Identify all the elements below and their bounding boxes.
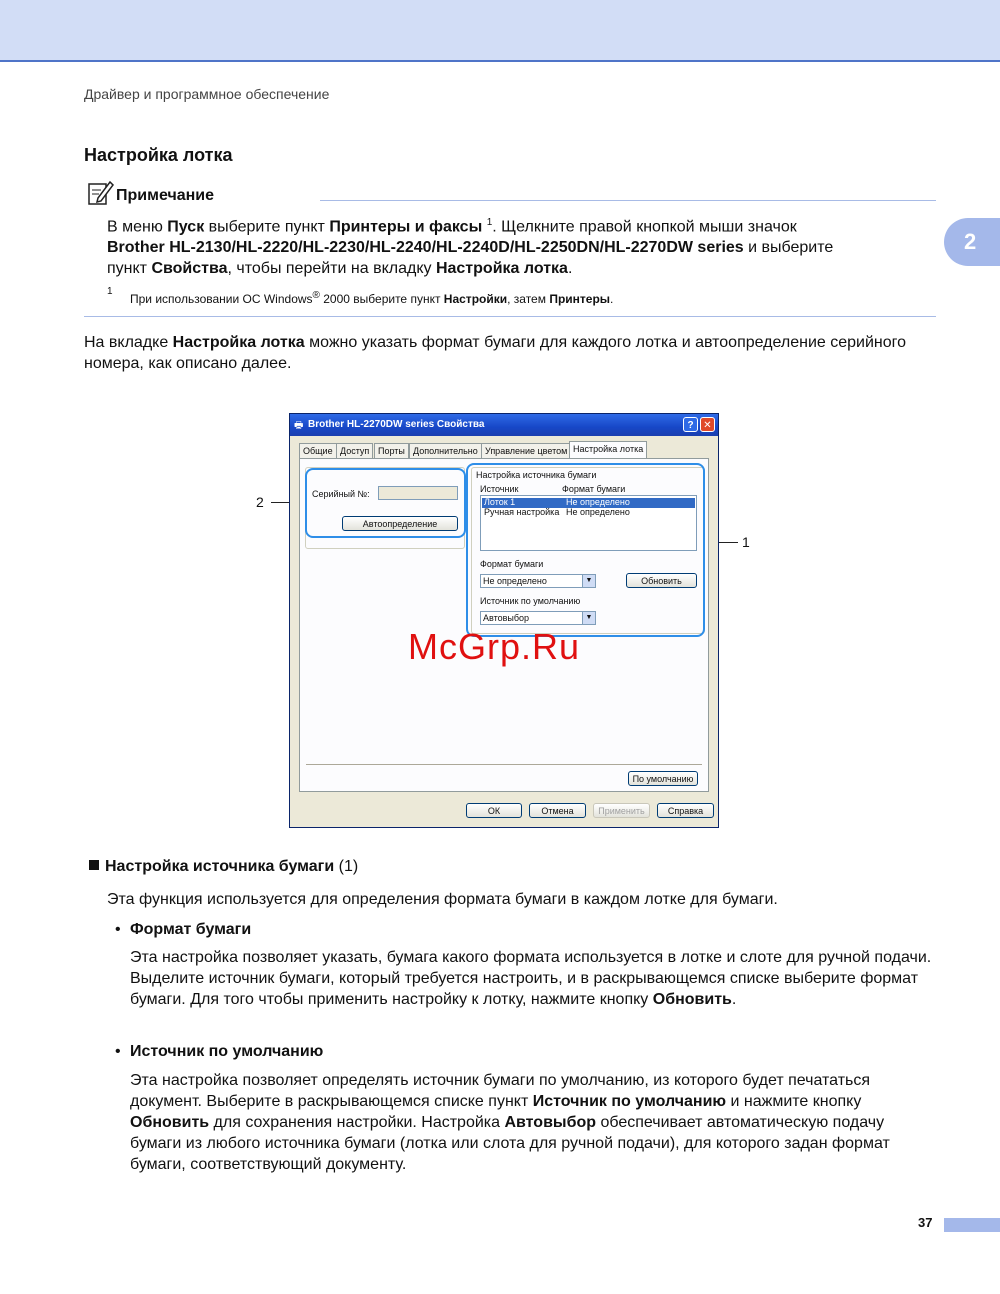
sub-heading-default-source: Источник по умолчанию — [130, 1043, 324, 1060]
help-button[interactable]: Справка — [657, 803, 714, 818]
update-button[interactable]: Обновить — [626, 573, 697, 588]
note-pencil-icon — [86, 180, 114, 206]
serial-label: Серийный №: — [312, 489, 370, 499]
watermark: McGrp.Ru — [408, 626, 581, 667]
tab-ports[interactable]: Порты — [374, 443, 409, 458]
highlight-paper-source-group — [466, 463, 705, 637]
bullet-dot: • — [115, 921, 121, 938]
dialog-title: Brother HL-2270DW series Свойства — [308, 419, 485, 430]
bullet-heading: Настройка источника бумаги (1) — [89, 858, 358, 876]
defaults-button[interactable]: По умолчанию — [628, 771, 698, 786]
note-body: В меню Пуск выберите пункт Принтеры и факсы $^1$. Щелкните правой кнопкой мыши значок Brother HL-2130/HL-2220/HL-2230/HL-2240/HL-2240D/HL-2250DN/HL-2270DW series и выберите пункт Свойства, чтобы перейти на вкладку Настройка лотка. — [107, 217, 834, 278]
section-title: Настройка лотка — [84, 145, 233, 165]
paper-size-value: Не определено — [483, 576, 547, 586]
header-band — [0, 0, 1000, 62]
highlight-serial-group — [305, 468, 466, 538]
auto-detect-button[interactable]: Автоопределение — [342, 516, 458, 531]
list-item-source[interactable]: Ручная настройка — [484, 507, 560, 517]
tab-general[interactable]: Общие — [299, 443, 337, 458]
paragraph-paper-size: Эта настройка позволяет указать, бумага какого формата используется в лотке и слоте для ручной подачи. Выделите источник бумаги, который требуется настроить, и в раскрывающемся списке выберите формат бумаги. Для того чтобы применить настройку к лотку, нажмите кнопку Обновить. — [130, 949, 932, 1008]
divider — [306, 764, 702, 765]
close-icon[interactable]: ✕ — [700, 417, 715, 432]
paper-source-group-title: Настройка источника бумаги — [476, 470, 597, 480]
paragraph: Эта функция используется для определения формата бумаги в каждом лотке для бумаги. — [107, 891, 778, 908]
tab-access[interactable]: Доступ — [336, 443, 373, 458]
printer-icon: 🖶 — [294, 420, 304, 431]
list-item-format: Не определено — [566, 507, 630, 517]
page-number: 37 — [918, 1215, 933, 1230]
note-heading: Примечание — [116, 187, 215, 204]
apply-button[interactable]: Применить — [593, 803, 650, 818]
callout-1: 1 — [742, 534, 750, 550]
ok-button[interactable]: ОК — [466, 803, 522, 818]
cancel-button[interactable]: Отмена — [529, 803, 586, 818]
default-source-label: Источник по умолчанию — [480, 596, 581, 606]
tab-tray-settings[interactable]: Настройка лотка — [569, 441, 647, 459]
dialog-titlebar[interactable] — [290, 414, 718, 436]
running-title: Драйвер и программное обеспечение — [84, 86, 330, 102]
column-source: Источник — [480, 484, 519, 494]
tab-color[interactable]: Управление цветом — [481, 443, 571, 458]
paragraph-default-source: Эта настройка позволяет определять источник бумаги по умолчанию, из которого будет печататься документ. Выберите в раскрывающемся списке пункт Источник по умолчанию и нажмите кнопку Обновить для сохранения настройки. Настройка Автовыбор обеспечивает автоматическую подачу бумаги из любого источника бумаги (лотка или слота для ручной подачи), для которого задан формат бумаги, соответствующий документу. — [130, 1072, 890, 1173]
note-bottom-rule — [84, 316, 936, 317]
paper-size-label: Формат бумаги — [480, 559, 544, 569]
note-rule — [320, 200, 936, 201]
default-source-value: Автовыбор — [483, 613, 530, 623]
sub-heading-paper-size: Формат бумаги — [130, 921, 252, 938]
list-item-format: Не определено — [566, 497, 630, 507]
tab-advanced[interactable]: Дополнительно — [409, 443, 482, 458]
bullet-dot: • — [115, 1043, 121, 1060]
chevron-down-icon[interactable]: ▼ — [582, 612, 595, 624]
column-format: Формат бумаги — [562, 484, 626, 494]
callout-2: 2 — [256, 494, 264, 510]
chapter-tab: 2 — [944, 218, 1000, 266]
note-header — [84, 180, 936, 206]
page-number-bar — [944, 1218, 1000, 1232]
intro-paragraph: На вкладке Настройка лотка можно указать формат бумаги для каждого лотка и автоопределение серийного номера, как описано далее. — [84, 334, 907, 372]
help-icon[interactable]: ? — [683, 417, 698, 432]
list-item-source: Лоток 1 — [484, 497, 516, 507]
square-bullet-icon — [89, 860, 99, 870]
chevron-down-icon[interactable]: ▼ — [582, 575, 595, 587]
